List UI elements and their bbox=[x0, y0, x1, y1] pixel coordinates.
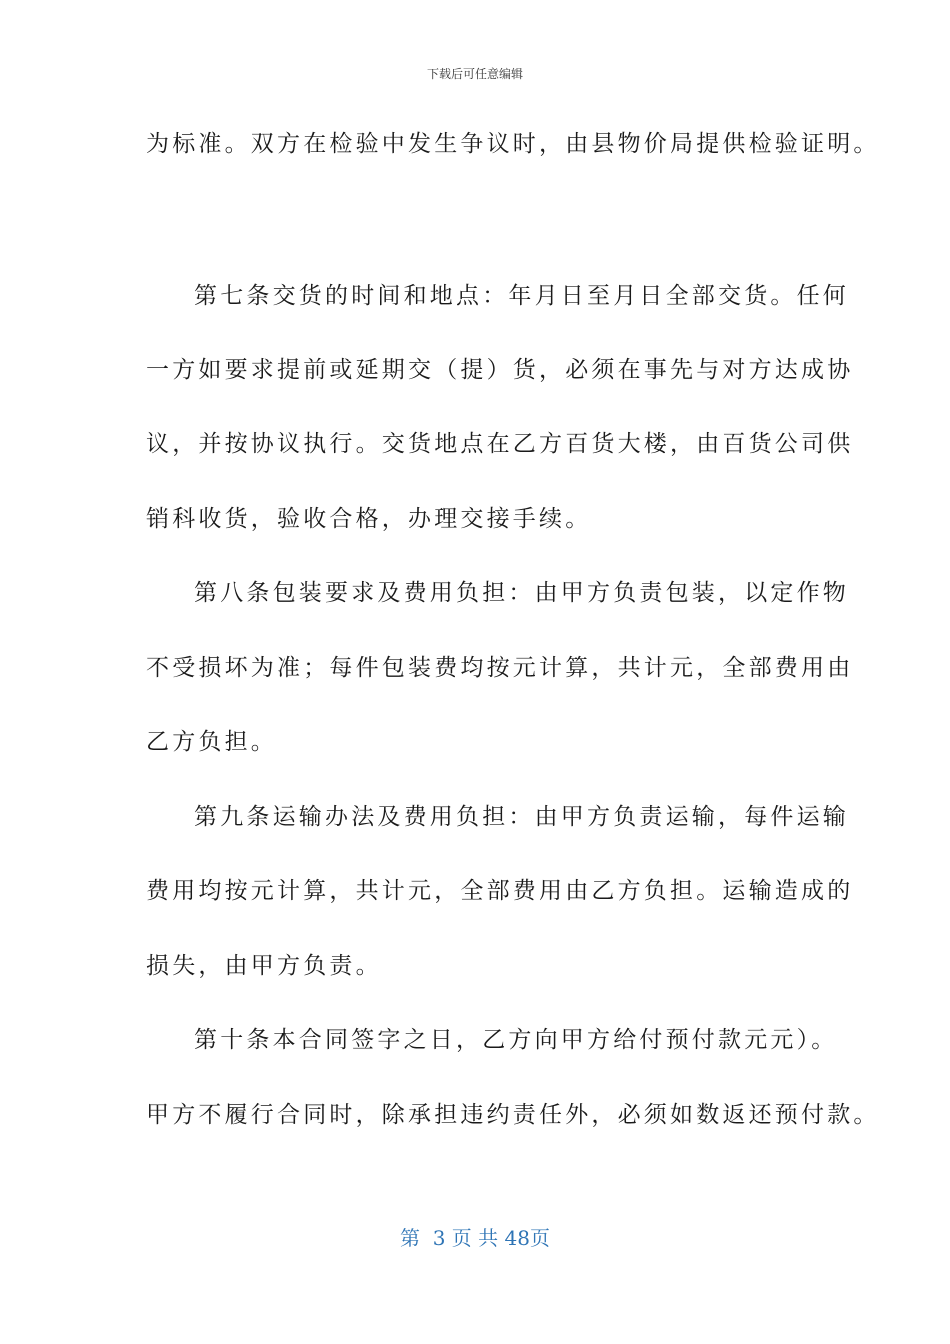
text-line-paragraph-start: 第十条本合同签字之日，乙方向甲方给付预付款元元）。 bbox=[194, 1027, 838, 1053]
text-line: 甲方不履行合同时，除承担违约责任外，必须如数返还预付款。 bbox=[146, 1102, 880, 1128]
text-line: 销科收货，验收合格，办理交接手续。 bbox=[146, 506, 592, 532]
text-line: 费用均按元计算，共计元，全部费用由乙方负担。运输造成的 bbox=[146, 878, 854, 904]
text-line: 乙方负担。 bbox=[146, 729, 277, 755]
page-number-footer: 第 3 页 共 48页 bbox=[400, 1226, 550, 1250]
text-line-paragraph-start: 第七条交货的时间和地点：年月日至月日全部交货。任何 bbox=[194, 283, 849, 309]
text-line-paragraph-start: 第八条包装要求及费用负担：由甲方负责包装，以定作物 bbox=[194, 580, 849, 606]
text-line: 一方如要求提前或延期交（提）货，必须在事先与对方达成协 bbox=[146, 357, 854, 383]
text-line-paragraph-start: 第九条运输办法及费用负担：由甲方负责运输，每件运输 bbox=[194, 804, 849, 830]
text-line: 损失，由甲方负责。 bbox=[146, 953, 382, 979]
text-line: 为标准。双方在检验中发生争议时，由县物价局提供检验证明。 bbox=[146, 131, 880, 157]
page-header: 下载后可任意编辑 bbox=[426, 67, 523, 81]
text-line: 议，并按协议执行。交货地点在乙方百货大楼，由百货公司供 bbox=[146, 431, 854, 457]
text-line: 不受损坏为准；每件包装费均按元计算，共计元，全部费用由 bbox=[146, 655, 854, 681]
